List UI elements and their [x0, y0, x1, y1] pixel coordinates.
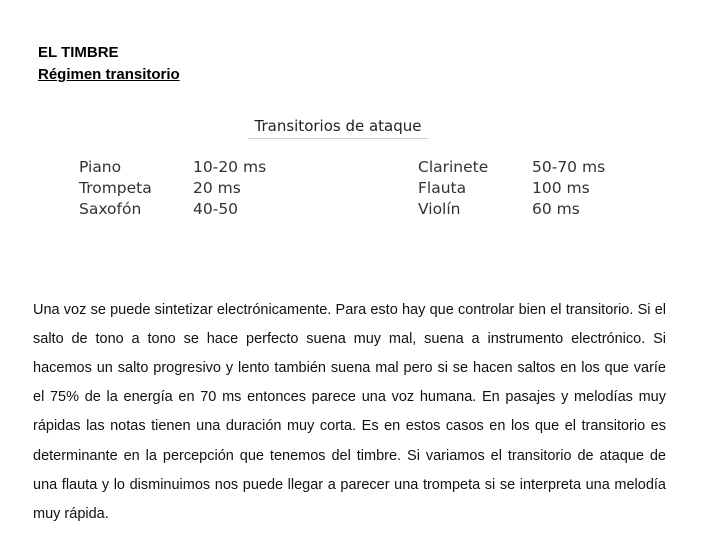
instrument-name: Piano — [79, 158, 122, 176]
attack-time: 100 ms — [532, 179, 590, 197]
instrument-name: Trompeta — [79, 179, 152, 197]
time-column-right — [532, 157, 605, 220]
table-title: Transitorios de ataque — [254, 117, 422, 135]
body-paragraph: Una voz se puede sintetizar electrónicamente. Para esto hay que controlar bien el transitorio. Si el salto de tono a tono se hace perfecto suena muy mal, suena a instrumento electrónico. Si hacemos un salto progresivo y lento también suena mal pero si se hacen saltos en los que varíe el 75% de la energía en 70 ms entonces parece una voz humana. En pasajes y melodías muy rápidas las notas tienen una duración muy corta. Es en estos casos en los que el transitorio es determinante en la percepción que tenemos del timbre. Si variamos el transitorio de ataque de una flauta y lo disminuimos nos puede llegar a parecer una trompeta si se interpreta una melodía muy rápida. — [33, 301, 666, 522]
instrument-name: Clarinete — [418, 158, 489, 176]
time-column-left — [193, 157, 266, 220]
attack-time: 40-50 — [193, 200, 239, 218]
instrument-name: Flauta — [418, 179, 467, 197]
table-title-divider — [248, 138, 428, 139]
instrument-column-right — [418, 157, 488, 220]
page-subtitle: Régimen transitorio — [38, 66, 180, 83]
instrument-column-left — [79, 157, 152, 220]
instrument-name: Saxofón — [79, 200, 142, 218]
instrument-name: Violín — [418, 200, 461, 218]
document-header — [38, 42, 180, 86]
attack-time: 10-20 ms — [193, 158, 267, 176]
attack-time: 60 ms — [532, 200, 580, 218]
page-title: EL TIMBRE — [38, 44, 119, 61]
attack-time: 50-70 ms — [532, 158, 606, 176]
attack-time: 20 ms — [193, 179, 241, 197]
